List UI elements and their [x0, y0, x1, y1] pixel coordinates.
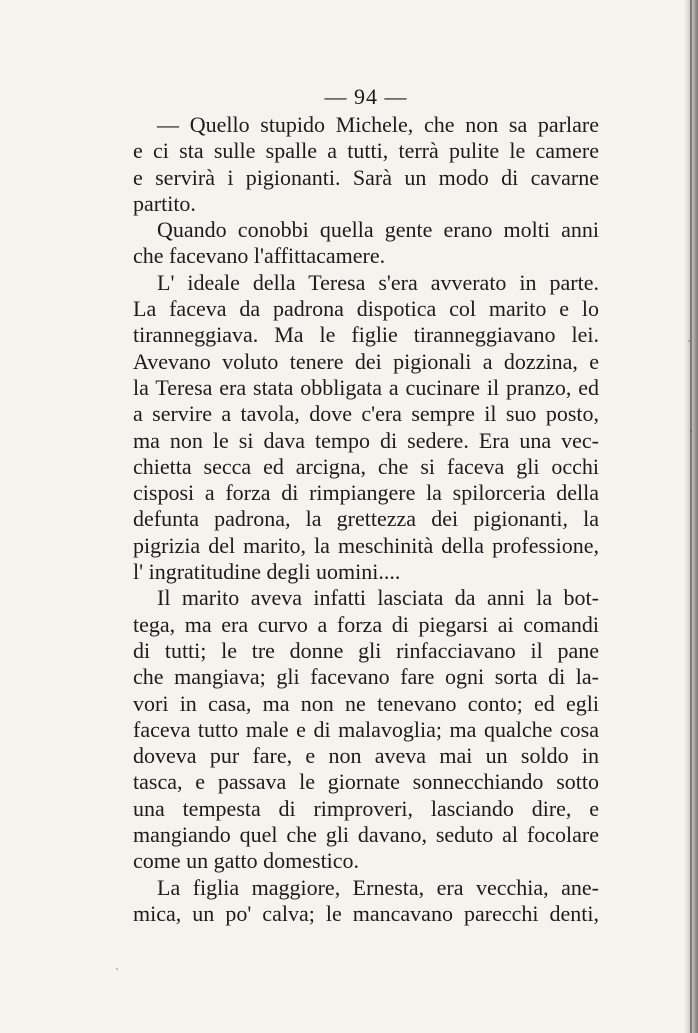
- text-line: pigrizia del marito, la meschinità della professione,: [133, 532, 599, 558]
- text-line: ma non le si dava tempo di sedere. Era una vec-: [133, 427, 599, 453]
- text-line: a servire a tavola, dove c'era sempre il suo posto,: [133, 401, 599, 427]
- text-line: come un gatto domestico.: [133, 848, 360, 874]
- text-line: che mangiava; gli facevano fare ogni sorta di la-: [133, 664, 599, 690]
- page-number: — 94 —: [324, 84, 408, 109]
- body-text: [133, 112, 599, 927]
- text-line: mica, un po' calva; le mancavano parecchi denti,: [133, 900, 599, 926]
- text-line: cisposi a forza di rimpiangere la spilorceria della: [133, 480, 599, 506]
- text-line: Avevano voluto tenere dei pigionali a dozzina, e: [133, 348, 599, 374]
- text-line: defunta padrona, la grettezza dei pigionanti, la: [133, 506, 599, 532]
- text-line: di tutti; le tre donne gli rinfacciavano il pane: [133, 637, 599, 663]
- text-line: Quando conobbi quella gente erano molti anni: [157, 217, 599, 243]
- text-line: — Quello stupido Michele, che non sa parlare: [157, 112, 599, 137]
- text-line: e ci sta sulle spalle a tutti, terrà pulite le camere: [133, 138, 599, 164]
- text-line: La figlia maggiore, Ernesta, era vecchia, ane-: [157, 874, 599, 900]
- text-line: la Teresa era stata obbligata a cucinare il pranzo, ed: [133, 374, 599, 400]
- text-line: che facevano l'affittacamere.: [133, 243, 386, 269]
- text-line: tega, ma era curvo a forza di piegarsi ai comandi: [133, 611, 599, 637]
- text-line: vori in casa, ma non ne tenevano conto; ed egli: [133, 690, 599, 716]
- paper-speck: [690, 430, 692, 432]
- text-line: doveva pur fare, e non aveva mai un soldo in: [133, 743, 599, 769]
- text-line: faceva tutto male e di malavoglia; ma qualche cosa: [133, 716, 599, 742]
- text-line: La faceva da padrona dispotica col marito e lo: [133, 296, 599, 322]
- text-line: tasca, e passava le giornate sonnecchiando sotto: [133, 769, 599, 795]
- paper-speck: [116, 968, 118, 970]
- text-line: chietta secca ed arcigna, che si faceva gli occhi: [133, 453, 599, 479]
- text-line: tiranneggiava. Ma le figlie tiranneggiavano lei.: [133, 322, 599, 348]
- text-line: mangiando quel che gli davano, seduto al focolare: [133, 822, 599, 848]
- text-line: Il marito aveva infatti lasciata da anni la bot-: [157, 585, 599, 611]
- text-line: L' ideale della Teresa s'era avverato in parte.: [157, 269, 599, 295]
- text-line: una tempesta di rimproveri, lasciando dire, e: [133, 795, 599, 821]
- text-line: e servirà i pigionanti. Sarà un modo di cavarne: [133, 164, 599, 190]
- paper-speck: [688, 340, 690, 342]
- page-edge-line: [690, 0, 692, 1033]
- text-line: l' ingratitudine degli uomini....: [133, 559, 401, 585]
- text-line: partito.: [133, 190, 196, 216]
